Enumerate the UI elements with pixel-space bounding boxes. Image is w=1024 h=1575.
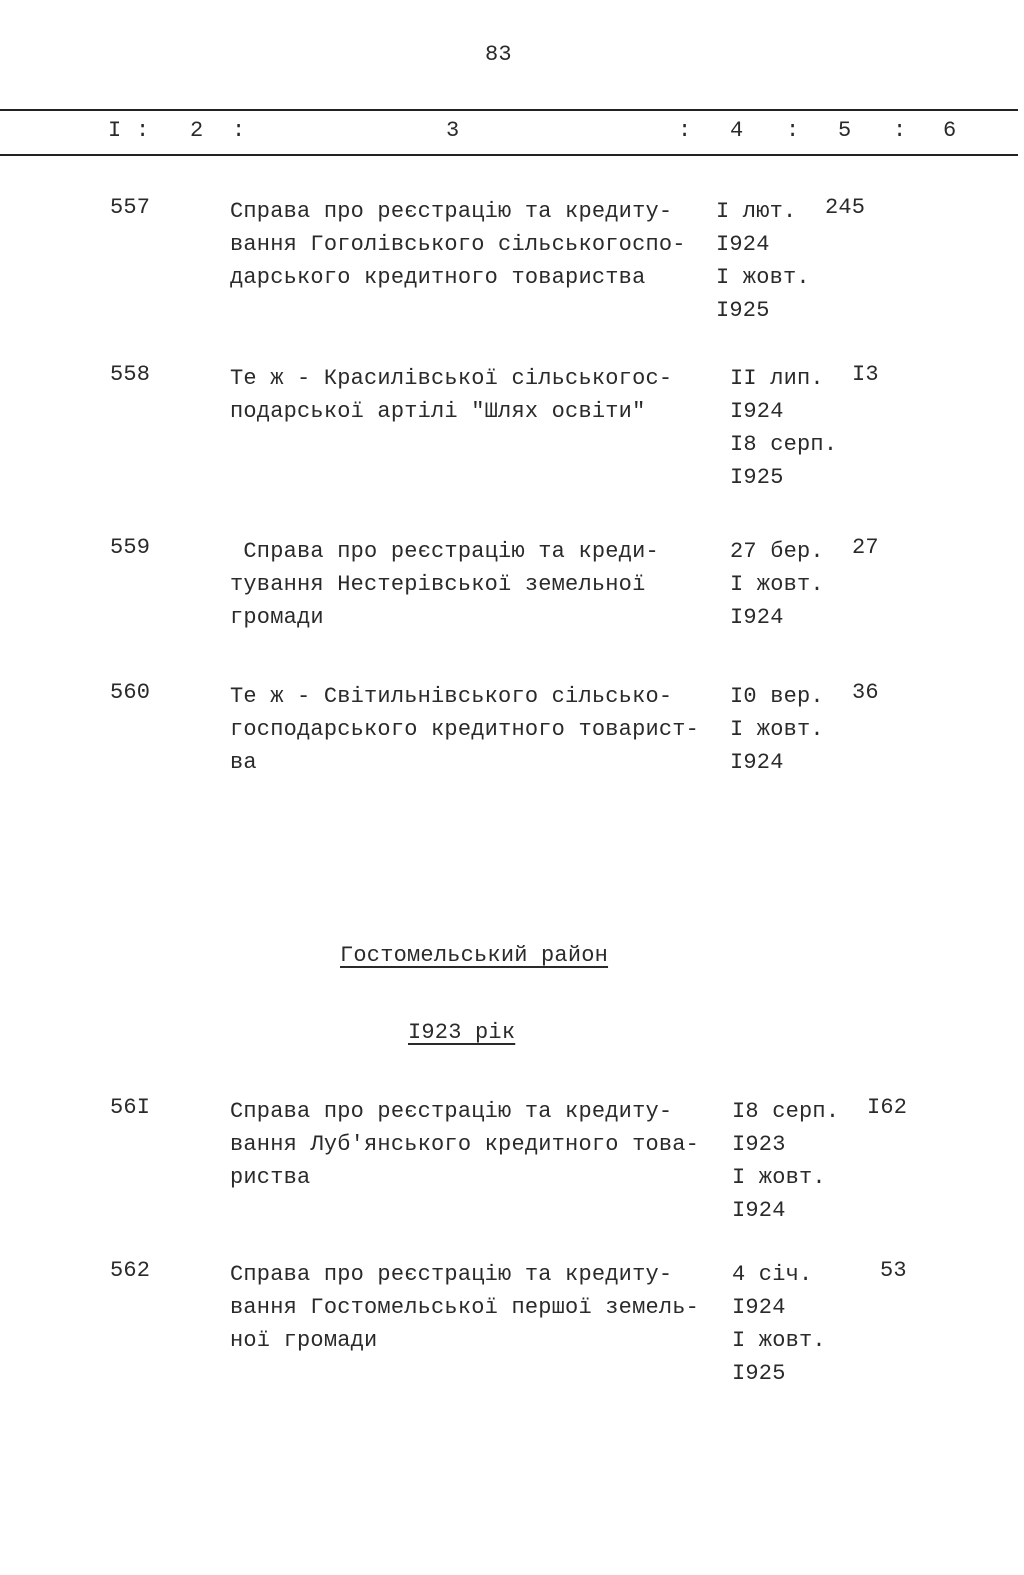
page-number: 83: [485, 42, 512, 67]
description-line: вання Гостомельської першої земель-: [230, 1295, 700, 1320]
description-line: вання Гоголівського сільськогоспо-: [230, 232, 686, 257]
description-line: Те ж - Красилівської сільськогос-: [230, 366, 673, 391]
date-line: I0 вер.: [730, 684, 824, 709]
col-2: 2: [190, 118, 204, 143]
date-line: 4 січ.: [732, 1262, 813, 1287]
date-line: I924: [732, 1198, 786, 1223]
col-4: 4: [730, 118, 744, 143]
description-line: ва: [230, 750, 257, 775]
date-line: I924: [732, 1295, 786, 1320]
entry-description: [230, 362, 672, 428]
entry-dates: [730, 680, 824, 779]
entry-dates: [716, 195, 810, 327]
sheet-count: 53: [880, 1258, 907, 1283]
date-line: I8 серп.: [732, 1099, 840, 1124]
date-line: I923: [732, 1132, 786, 1157]
year-title: I923 рік: [408, 1020, 516, 1045]
description-line: Справа про реєстрацію та кредиту-: [230, 199, 673, 224]
date-line: I жовт.: [732, 1165, 826, 1190]
header-bottom-rule: [0, 154, 1018, 156]
entry-dates: [730, 535, 824, 634]
description-line: Справа про реєстрацію та кредиту-: [230, 1262, 673, 1287]
col-3: 3: [446, 118, 460, 143]
date-line: I жовт.: [730, 717, 824, 742]
date-line: I лют.: [716, 199, 797, 224]
sheet-count: I62: [867, 1095, 908, 1120]
col-6: 6: [943, 118, 957, 143]
date-line: 27 бер.: [730, 539, 824, 564]
entry-description: [230, 1095, 699, 1194]
date-line: I жовт.: [730, 572, 824, 597]
entry-number: 562: [110, 1258, 151, 1283]
date-line: I924: [716, 232, 770, 257]
date-line: I925: [716, 298, 770, 323]
description-line: Те ж - Світильнівського сільсько-: [230, 684, 673, 709]
description-line: Справа про реєстрацію та кредиту-: [230, 1099, 673, 1124]
description-line: вання Луб'янського кредитного това-: [230, 1132, 700, 1157]
entry-description: [230, 535, 659, 634]
entry-dates: [732, 1095, 839, 1227]
description-line: ної громади: [230, 1328, 378, 1353]
header-top-rule: [0, 109, 1018, 111]
description-line: Справа про реєстрацію та креди-: [230, 539, 659, 564]
entry-dates: [730, 362, 837, 494]
col-1: I: [108, 118, 122, 143]
sheet-count: I3: [852, 362, 879, 387]
entry-number: 560: [110, 680, 151, 705]
entry-description: [230, 680, 699, 779]
date-line: I925: [730, 465, 784, 490]
sheet-count: 245: [825, 195, 866, 220]
sheet-count: 27: [852, 535, 879, 560]
entry-number: 559: [110, 535, 151, 560]
date-line: I8 серп.: [730, 432, 838, 457]
date-line: I925: [732, 1361, 786, 1386]
description-line: подарської артілі "Шлях освіти": [230, 399, 646, 424]
date-line: I жовт.: [732, 1328, 826, 1353]
sheet-count: 36: [852, 680, 879, 705]
description-line: господарського кредитного товарист-: [230, 717, 700, 742]
entry-number: 557: [110, 195, 151, 220]
date-line: I924: [730, 750, 784, 775]
date-line: I924: [730, 399, 784, 424]
description-line: тування Нестерівської земельної: [230, 572, 646, 597]
date-line: II лип.: [730, 366, 824, 391]
section-title: Гостомельський район: [340, 943, 609, 968]
entry-number: 558: [110, 362, 151, 387]
date-line: I924: [730, 605, 784, 630]
description-line: дарського кредитного товариства: [230, 265, 646, 290]
entry-description: [230, 195, 686, 294]
entry-dates: [732, 1258, 826, 1390]
col-5: 5: [838, 118, 852, 143]
description-line: риства: [230, 1165, 311, 1190]
entry-description: [230, 1258, 699, 1357]
date-line: I жовт.: [716, 265, 810, 290]
entry-number: 56I: [110, 1095, 151, 1120]
description-line: громади: [230, 605, 324, 630]
